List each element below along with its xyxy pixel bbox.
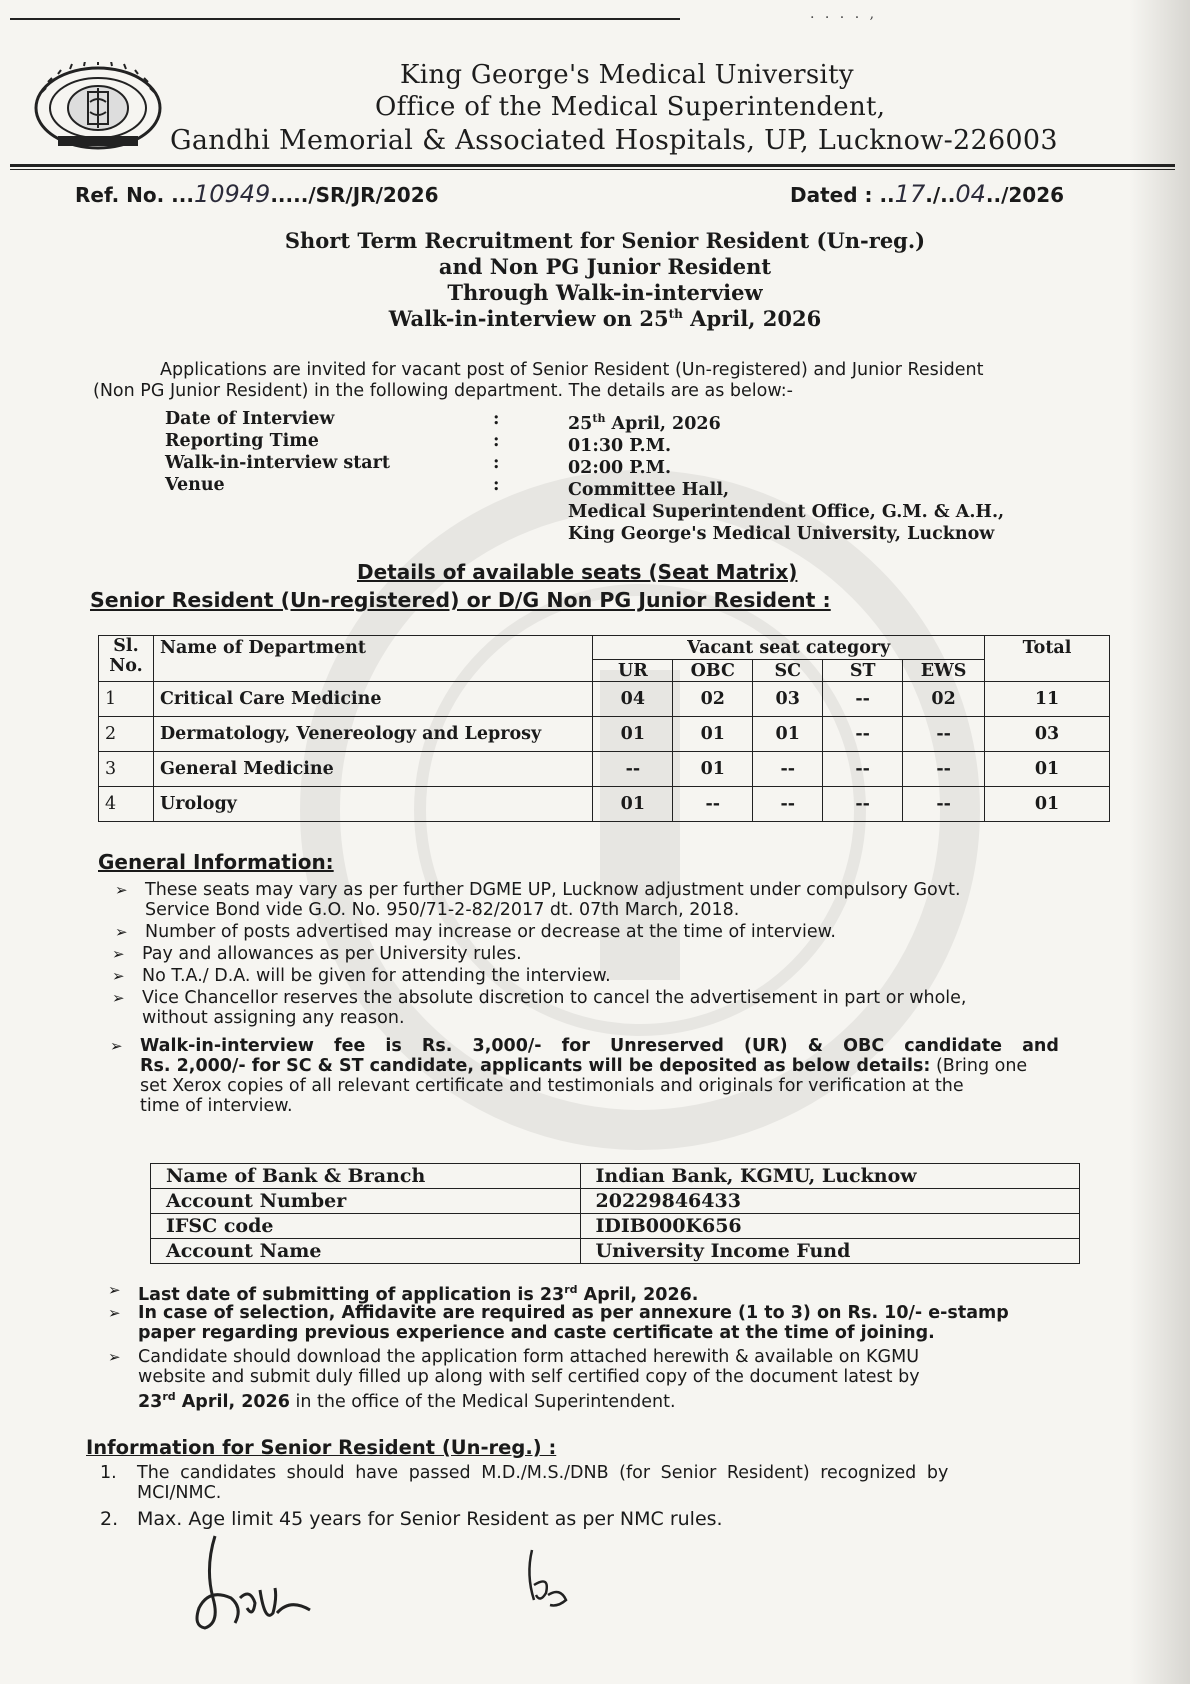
cell-ews: -- [903,787,985,822]
bullet-text: set Xerox copies of all relevant certificate and testimonials and originals for verification at the [140,1076,964,1096]
cell-st: -- [823,752,903,787]
ref-handwritten-number: 10949 [193,180,271,208]
value-start-time: 02:00 P.M. [568,457,672,478]
hospital-name: Gandhi Memorial & Associated Hospitals, UP, Lucknow-226003 [170,125,1058,156]
bank-value: Indian Bank, KGMU, Lucknow [580,1164,1080,1189]
bullet-text: No T.A./ D.A. will be given for attending the interview. [142,966,611,986]
arrowhead-bullet-icon: ➢ [110,1037,123,1055]
bullet-text: Service Bond vide G.O. No. 950/71-2-82/2017 dt. 07th March, 2018. [145,900,740,920]
dated-label: Dated : .. [790,183,895,207]
office-name: Office of the Medical Superintendent, [375,92,886,122]
header-department: Name of Department [153,636,592,682]
ref-label: Ref. No. ... [75,183,194,207]
bank-label: Account Number [151,1189,581,1214]
bank-label: Account Name [151,1239,581,1264]
cell-ur: 01 [593,717,673,752]
bullet-text: Vice Chancellor reserves the absolute discretion to cancel the advertisement in part or whole, [142,988,967,1008]
bullet-text: These seats may vary as per further DGME UP, Lucknow adjustment under compulsory Govt. [145,880,961,900]
item-text: The candidates should have passed M.D./M.S./DNB (for Senior Resident) recognized by [137,1463,949,1483]
cell-total: 11 [985,682,1110,717]
top-rule [10,18,680,20]
general-bullet-2 [115,922,836,942]
bullet-text: Candidate should download the application form attached herewith & available on KGMU [138,1347,920,1367]
deadline-bullet: ➢ Last date of submitting of application is 23rd April, 2026. [108,1281,699,1305]
cell-obc: -- [673,787,753,822]
header-total: Total [985,636,1110,682]
cell-obc: 01 [673,717,753,752]
cell-sc: 03 [753,682,823,717]
item-text: MCI/NMC. [137,1483,222,1503]
detail-colons [493,408,499,496]
university-emblem [18,62,168,154]
intro-paragraph [95,360,1115,402]
reference-number [75,180,439,208]
bullet-text: (Bring one [930,1056,1028,1076]
cell-ur: 01 [593,787,673,822]
general-bullet-5 [112,988,1117,1028]
label-venue: Venue [165,475,225,495]
signature-1 [185,1528,315,1638]
value-venue-line-3: King George's Medical University, Lucknow [568,523,995,544]
table-row [99,717,1110,752]
detail-labels [165,408,390,496]
header-sl-no: Sl. No. [99,636,154,682]
label-walkin-start: Walk-in-interview start [165,453,390,473]
table-row [151,1214,1080,1239]
table-row [151,1164,1080,1189]
label-date-of-interview: Date of Interview [165,409,335,429]
cell-dept: Dermatology, Venereology and Leprosy [153,717,592,752]
arrowhead-bullet-icon: ➢ [108,1348,121,1366]
general-bullet-3 [112,944,522,964]
dated-day: 17 [894,180,926,208]
cell-ur: -- [593,752,673,787]
arrowhead-bullet-icon: ➢ [108,1281,121,1299]
title-walkin-date: Walk-in-interview on 25th April, 2026 [388,306,822,331]
cell-st: -- [823,717,903,752]
cell-obc: 02 [673,682,753,717]
general-info-heading: General Information: [98,850,334,874]
table-row [151,1189,1080,1214]
header-rule-thick [10,164,1175,167]
value-date: 25th April, 2026 [568,412,721,434]
header-obc: OBC [673,660,753,682]
table-row [99,682,1110,717]
arrowhead-bullet-icon: ➢ [112,945,125,963]
header-rule-thin [10,169,1175,170]
seat-matrix-heading: Details of available seats (Seat Matrix) [357,560,798,584]
general-bullet-6 [110,1036,1120,1116]
bullet-text: without assigning any reason. [142,1008,405,1028]
colon: : [493,409,500,429]
cell-sl: 1 [99,682,154,717]
seat-matrix-table [98,635,1110,822]
bank-label: IFSC code [151,1214,581,1239]
sr-item-1 [137,1463,1117,1503]
dated-year: /2026 [1001,183,1065,207]
signature-2 [520,1545,580,1615]
sr-item-number-1: 1. [100,1463,117,1483]
cell-ur: 04 [593,682,673,717]
bullet-text: website and submit duly filled up along with self certified copy of the document latest by [138,1367,920,1387]
title-line-1: Short Term Recruitment for Senior Resident (Un-reg.) [284,228,926,253]
table-row [151,1239,1080,1264]
scan-dots: . . . . , [810,6,878,22]
label-reporting-time: Reporting Time [165,431,319,451]
arrowhead-bullet-icon: ➢ [108,1304,121,1322]
affidavit-bullet [108,1303,1118,1343]
bank-value: University Income Fund [580,1239,1080,1264]
download-bullet: ➢ Candidate should download the application form attached herewith & available on KGMU website and submit duly filled up along with self certified copy of the document latest by 23rd April, 2026 in the office of the Medical Superintendent. [138,1347,1118,1412]
cell-st: -- [823,787,903,822]
cell-total: 03 [985,717,1110,752]
colon: : [493,453,500,473]
bullet-text: Walk-in-interview fee is Rs. 3,000/- for Unreserved (UR) & OBC candidate and [140,1036,1059,1056]
cell-dept: Urology [153,787,592,822]
cell-sl: 3 [99,752,154,787]
cell-sc: -- [753,752,823,787]
cell-sl: 4 [99,787,154,822]
cell-dept: Critical Care Medicine [153,682,592,717]
bank-label: Name of Bank & Branch [151,1164,581,1189]
ref-suffix: ...../SR/JR/2026 [270,183,439,207]
cell-sc: -- [753,787,823,822]
senior-resident-info-heading: Information for Senior Resident (Un-reg.) : [86,1436,557,1459]
bullet-text: In case of selection, Affidavite are required as per annexure (1 to 3) on Rs. 10/- e-stamp [138,1303,1009,1323]
intro-line-2: (Non PG Junior Resident) in the following department. The details are as below:- [93,381,793,401]
date-line: Dated : ..17./..04../2026 [790,180,1065,208]
colon: : [493,431,500,451]
cell-sc: 01 [753,717,823,752]
cell-ews: -- [903,717,985,752]
table-row [99,752,1110,787]
value-venue-line-1: Committee Hall, [568,479,730,500]
sr-item-2: Max. Age limit 45 years for Senior Resident as per NMC rules. [137,1508,723,1530]
table-header-row-1 [99,636,1110,660]
cell-ews: 02 [903,682,985,717]
dated-month: 04 [955,180,986,208]
cell-total: 01 [985,787,1110,822]
bullet-text: Pay and allowances as per University rules. [142,944,522,964]
cell-ews: -- [903,752,985,787]
cell-sl: 2 [99,717,154,752]
university-name: King George's Medical University [400,60,854,90]
bullet-text-bold: Rs. 2,000/- for SC & ST candidate, applicants will be deposited as below details: [140,1056,931,1076]
seat-matrix-subheading: Senior Resident (Un-registered) or D/G Non PG Junior Resident : [90,588,831,612]
arrowhead-bullet-icon: ➢ [112,967,125,985]
header-sc: SC [753,660,823,682]
intro-line-1: Applications are invited for vacant post of Senior Resident (Un-registered) and Junior Resident [160,360,984,380]
sr-item-number-2: 2. [100,1508,119,1530]
value-venue-line-2: Medical Superintendent Office, G.M. & A.H., [568,501,1005,522]
cell-st: -- [823,682,903,717]
general-bullet-4 [112,966,611,986]
bank-value: 20229846433 [580,1189,1080,1214]
header-st: ST [823,660,903,682]
arrowhead-bullet-icon: ➢ [115,923,128,941]
bullet-text: paper regarding previous experience and caste certificate at the time of joining. [138,1323,935,1343]
header-ews: EWS [903,660,985,682]
cell-obc: 01 [673,752,753,787]
value-reporting-time: 01:30 P.M. [568,435,672,456]
title-line-3: Through Walk-in-interview [447,280,763,305]
title-line-2: and Non PG Junior Resident [438,254,772,279]
table-row [99,787,1110,822]
cell-total: 01 [985,752,1110,787]
cell-dept: General Medicine [153,752,592,787]
general-bullet-1 [115,880,1115,920]
bullet-text: Number of posts advertised may increase or decrease at the time of interview. [145,922,836,942]
header-vacant-category: Vacant seat category [593,636,985,660]
bullet-text: time of interview. [140,1096,293,1116]
arrowhead-bullet-icon: ➢ [115,881,128,899]
detail-values [568,408,1004,545]
bank-value: IDIB000K656 [580,1214,1080,1239]
bank-details-table [150,1163,1080,1264]
header-ur: UR [593,660,673,682]
arrowhead-bullet-icon: ➢ [112,989,125,1007]
colon: : [493,475,500,495]
